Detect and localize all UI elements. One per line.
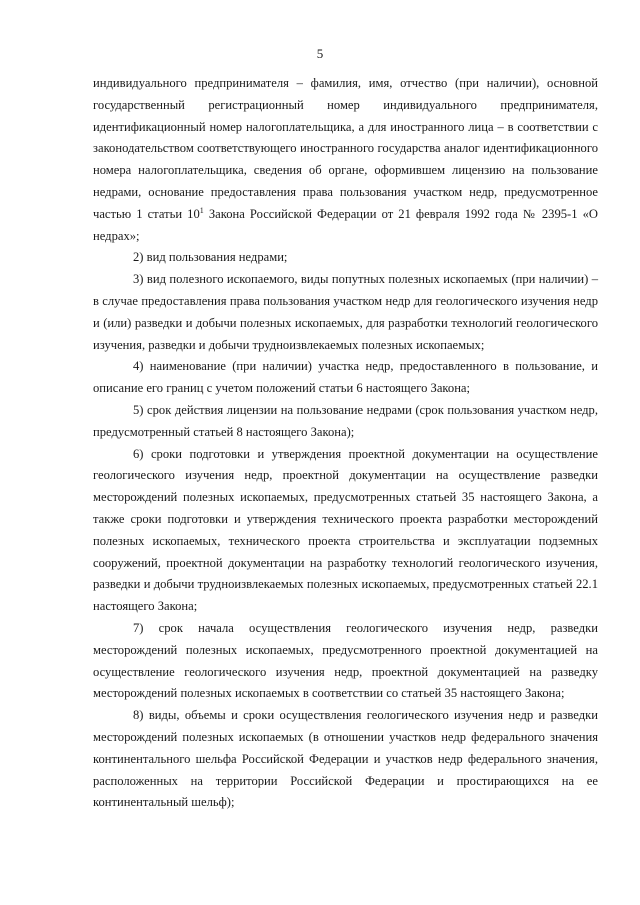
paragraph-text: индивидуального предпринимателя – фамилия, имя, отчество (при наличии), основной государственный регистрационный номер индивидуального предпринимателя, идентификационный номер налогоплательщика, а для иностранного лица – в соответствии с законодательством соответствующего иностранного государства аналог идентификационного номера налогоплательщика, сведения об органе, оформившем лицензию на пользование недрами, основание предоставления права пользования участком недр, предусмотренное частью 1 статьи 10 [93, 76, 598, 221]
paragraph-item-3: 3) вид полезного ископаемого, виды попутных полезных ископаемых (при наличии) – в случае предоставления права пользования участком недр для геологического изучения недр и (или) разведки и добычи полезных ископаемых, для разработки технологий геологического изучения, разведки и добычи трудноизвлекаемых полезных ископаемых; [93, 272, 598, 352]
article-superscript: 1 [199, 205, 204, 215]
paragraph-item-4: 4) наименование (при наличии) участка недр, предоставленного в пользование, и описание его границ с учетом положений статьи 6 настоящего Закона; [93, 359, 598, 396]
paragraph-item-8: 8) виды, объемы и сроки осуществления геологического изучения недр и разведки месторождений полезных ископаемых (в отношении участков недр федерального значения континентального шельфа Российской Федерации и участков недр федерального значения, расположенных на территории Российской Федерации и простирающихся на ее континентальный шельф); [93, 708, 598, 810]
paragraph-item-6: 6) сроки подготовки и утверждения проектной документации на осуществление геологического изучения недр, проектной документации на осуществление разведки месторождений полезных ископаемых, предусмотренных статьей 35 настоящего Закона, а также сроки подготовки и утверждения технического проекта разработки месторождений полезных ископаемых, технического проекта строительства и эксплуатации подземных сооружений, проектной документации на разработку технологий геологического изучения, разведки и добычи трудноизвлекаемых полезных ископаемых, предусмотренных статьей 22.1 настоящего Закона; [93, 446, 598, 614]
paragraph-item-7: 7) срок начала осуществления геологического изучения недр, разведки месторождений полезных ископаемых, предусмотренного проектной документацией на осуществление геологического изучения недр, проектной документацией на разведку месторождений полезных ископаемых в соответствии со статьей 35 настоящего Закона; [93, 620, 598, 701]
paragraph-continuation [93, 73, 598, 247]
page-number: 5 [316, 46, 324, 61]
document-body [93, 73, 598, 814]
paragraph-item-2: 2) вид пользования недрами; [133, 250, 288, 265]
paragraph-item-5: 5) срок действия лицензии на пользование недрами (срок пользования участком недр, предусмотренный статьей 8 настоящего Закона); [93, 402, 598, 439]
paragraph-text-tail: Закона Российской Федерации от 21 февраля 1992 года № 2395-1 «О недрах»; [93, 206, 598, 243]
